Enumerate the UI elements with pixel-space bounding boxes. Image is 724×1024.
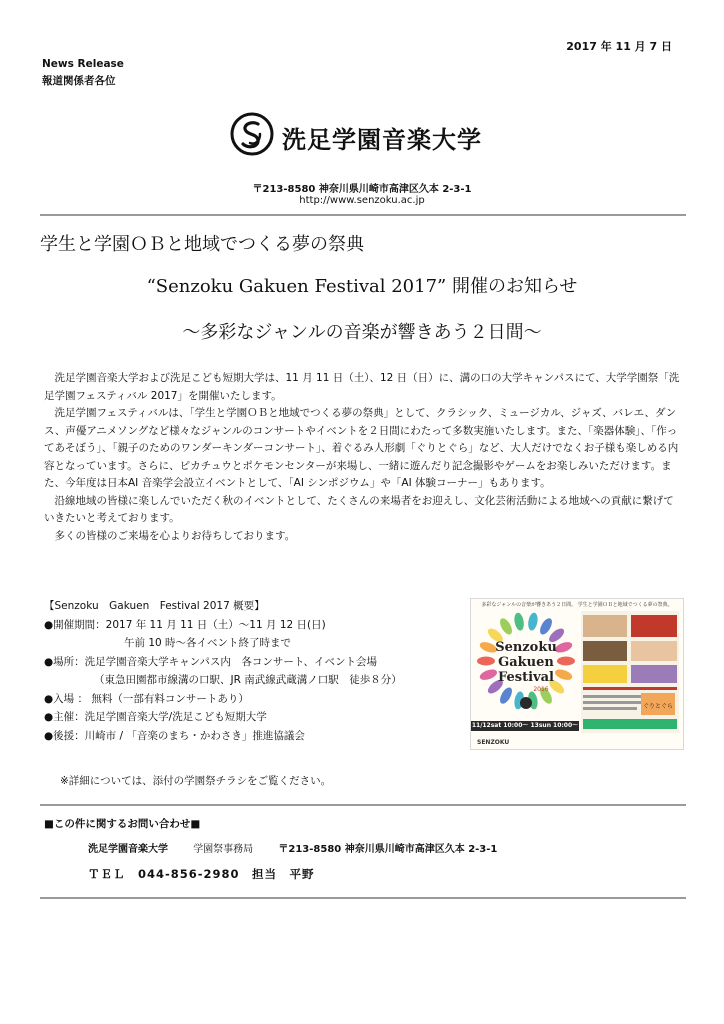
flyer-event-title: ぐりとぐら [642, 703, 674, 710]
flyer-petal [557, 657, 575, 666]
paragraph: 多くの皆様のご来場を心よりお待ちしております。 [44, 529, 296, 542]
flyer-petal [498, 616, 515, 636]
contact-dept: 学園祭事務局 [193, 844, 254, 855]
outline-admission: ●入場 ： 無料（一部有料コンサートあり） [44, 692, 249, 705]
contact-org: 洗足学園音楽大学 [88, 844, 168, 855]
university-url: http://www.senzoku.ac.jp [299, 195, 425, 206]
outline-access: （東急田園都市線溝の口駅、JR 南武線武蔵溝ノ口駅 徒歩８分） [94, 674, 402, 686]
body-text [44, 370, 684, 545]
university-name: 洗足学園音楽大学 [282, 126, 482, 154]
university-emblem-icon [230, 112, 274, 156]
outline-title: 【Senzoku Gakuen Festival 2017 概要】 [44, 600, 265, 612]
flyer-petal [527, 612, 539, 631]
university-address: 〒213-8580 神奈川県川崎市高津区久本 2-3-1 [252, 184, 472, 195]
conductor-figure-icon [520, 697, 532, 709]
flyer-footer: SENZOKU [477, 739, 510, 746]
outline-time: 午前 10 時～各イベント終了時まで [124, 637, 292, 649]
flyer-petal [513, 612, 525, 631]
flyer-note: ※詳細については、添付の学園祭チラシをご覧ください。 [60, 775, 332, 787]
news-release-label: News Release [42, 58, 124, 70]
university-logo [230, 112, 500, 162]
flyer-top-text: 多彩なジャンルの音楽が響きあう２日間。 学生と学園ＯＢと地域でつくる夢の祭典。 [481, 602, 673, 608]
paragraph: 沿線地域の皆様に楽しんでいただく秋のイベントとして、たくさんの来場者をお迎えし、文化芸術活動による地域への貢献に繋げていきたいと考えております。 [44, 494, 674, 524]
paragraph: 洗足学園音楽大学および洗足こども短期大学は、11 月 11 日（土）、12 日（日）に、溝の口の大学キャンパスにて、大学学園祭「洗足学園フェスティバル 2017」を開催いたします。 [44, 372, 680, 402]
contact-divider-bottom [40, 897, 686, 899]
flyer-title-line: Gakuen [498, 655, 554, 670]
contact-tel: ＴＥＬ 044-856-2980 担当 平野 [88, 867, 315, 881]
contact-heading: ■この件に関するお問い合わせ■ [44, 818, 201, 830]
header-divider [40, 214, 686, 216]
festival-outline [44, 597, 464, 745]
contact-line [88, 840, 519, 855]
outline-support: ●後援：川崎市 / 「音楽のまち・かわさき」推進協議会 [44, 729, 305, 742]
outline-organizer: ●主催：洗足学園音楽大学/洗足こども短期大学 [44, 711, 267, 723]
flyer-year: 2016 [533, 686, 549, 693]
outline-period: ●開催期間：2017 年 11 月 11 日（土）～11 月 12 日(日) [44, 618, 326, 631]
flyer-petal [498, 686, 515, 706]
sub-title: ～多彩なジャンルの音楽が響きあう２日間～ [182, 322, 542, 343]
flyer-petal [554, 667, 574, 682]
flyer-title-line: Festival [498, 670, 554, 685]
flyer-title-line: Senzoku [495, 640, 557, 655]
flyer-dates: 11/12sat 10:00～ 13sun 10:00～ [471, 722, 579, 729]
headline: 学生と学園ＯＢと地域でつくる夢の祭典 [40, 234, 364, 255]
contact-address: 〒213-8580 神奈川県川崎市高津区久本 2-3-1 [278, 844, 498, 855]
contact-divider-top [40, 804, 686, 806]
flyer-petal-wreath [471, 599, 581, 721]
paragraph: 洗足学園フェスティバルは、「学生と学園ＯＢと地域でつくる夢の祭典」として、クラシック、ミュージカル、ジャズ、バレエ、ダンス、声優アニメソングなど様々なジャンルのコンサートやイベントを２日間にわたって多数実施いたします。また、「楽器体験」、「作ってあそぼう」、「親子のためのワンダーキンダーコンサート」、着ぐるみ人形劇「ぐりとぐら」など、大人だけでなくお子様も楽しめる内容となっています。さらに、ピカチュウとポケモンセンターが来場し、一緒に遊んだり記念撮影やゲームをお楽しみいただけます。また、今年度は日本AI 音楽学会設立イベントとして、「AI シンポジウム」や「AI 体験コーナー」もあります。 [44, 407, 679, 489]
festival-flyer-image [470, 598, 684, 750]
release-header [42, 56, 124, 90]
outline-place: ●場所：洗足学園音楽大学キャンパス内 各コンサート、イベント会場 [44, 655, 377, 668]
main-title: “Senzoku Gakuen Festival 2017” 開催のお知らせ [146, 276, 578, 297]
flyer-petal [477, 657, 495, 666]
flyer-event-panels [581, 611, 679, 733]
flyer-petal [478, 667, 498, 682]
flyer-petal [538, 616, 555, 636]
recipients-label: 報道関係者各位 [42, 75, 116, 87]
release-date: 2017 年 11 月 7 日 [566, 40, 672, 53]
